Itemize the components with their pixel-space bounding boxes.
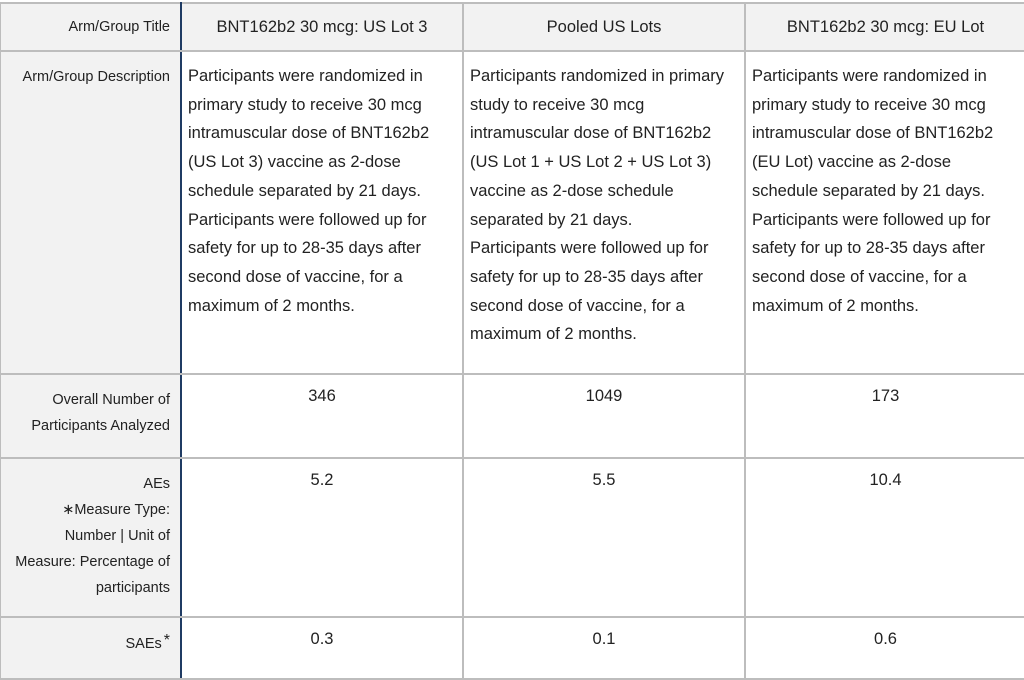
row-overall-participants xyxy=(0,374,1024,458)
label-aes xyxy=(0,458,181,617)
group-title-pooled-us-lots: Pooled US Lots xyxy=(463,3,745,51)
aes-eu-lot: 10.4 xyxy=(745,458,1024,617)
label-arm-group-title: Arm/Group Title xyxy=(0,3,181,51)
overall-eu-lot: 173 xyxy=(745,374,1024,458)
row-arm-group-title xyxy=(0,3,1024,51)
description-text: Participants were followed up for safety for up to 28-35 days after second dose of vaccine, for a maximum of 2 months. xyxy=(470,239,709,344)
label-overall-participants: Overall Number of Participants Analyzed xyxy=(0,374,181,458)
saes-footnote-star: * xyxy=(163,632,170,649)
overall-pooled-us-lots: 1049 xyxy=(463,374,745,458)
description-pooled-us-lots xyxy=(463,51,745,374)
row-saes xyxy=(0,617,1024,679)
group-title-eu-lot: BNT162b2 30 mcg: EU Lot xyxy=(745,3,1024,51)
row-arm-group-description xyxy=(0,51,1024,374)
saes-pooled-us-lots: 0.1 xyxy=(463,617,745,679)
label-aes-title: AEs xyxy=(143,476,170,492)
label-saes-title: SAEs xyxy=(125,636,162,652)
description-eu-lot xyxy=(745,51,1024,374)
description-text: Participants were randomized in primary study to receive 30 mcg intramuscular dose of BNT162b2 (EU Lot) vaccine as 2-dose schedule separated by 21 days. xyxy=(752,67,994,200)
description-text: Participants were randomized in primary study to receive 30 mcg intramuscular dose of BNT162b2 (US Lot 3) vaccine as 2-dose schedule separated by 21 days. xyxy=(188,67,430,200)
saes-eu-lot: 0.6 xyxy=(745,617,1024,679)
description-us-lot-3 xyxy=(181,51,463,374)
group-title-us-lot-3: BNT162b2 30 mcg: US Lot 3 xyxy=(181,3,463,51)
label-aes-measure: ∗Measure Type: Number | Unit of Measure: Percentage of participants xyxy=(15,502,170,596)
results-table xyxy=(0,2,1024,680)
description-text: Participants were followed up for safety for up to 28-35 days after second dose of vaccine, for a maximum of 2 months. xyxy=(752,210,991,315)
aes-pooled-us-lots: 5.5 xyxy=(463,458,745,617)
overall-us-lot-3: 346 xyxy=(181,374,463,458)
saes-us-lot-3: 0.3 xyxy=(181,617,463,679)
description-text: Participants were followed up for safety for up to 28-35 days after second dose of vaccine, for a maximum of 2 months. xyxy=(188,210,427,315)
description-text: Participants randomized in primary study to receive 30 mcg intramuscular dose of BNT162b2 (US Lot 1 + US Lot 2 + US Lot 3) vaccine as 2-dose schedule separated by 21 days. xyxy=(470,67,725,229)
label-arm-group-description: Arm/Group Description xyxy=(0,51,181,374)
row-aes xyxy=(0,458,1024,617)
aes-us-lot-3: 5.2 xyxy=(181,458,463,617)
label-saes xyxy=(0,617,181,679)
